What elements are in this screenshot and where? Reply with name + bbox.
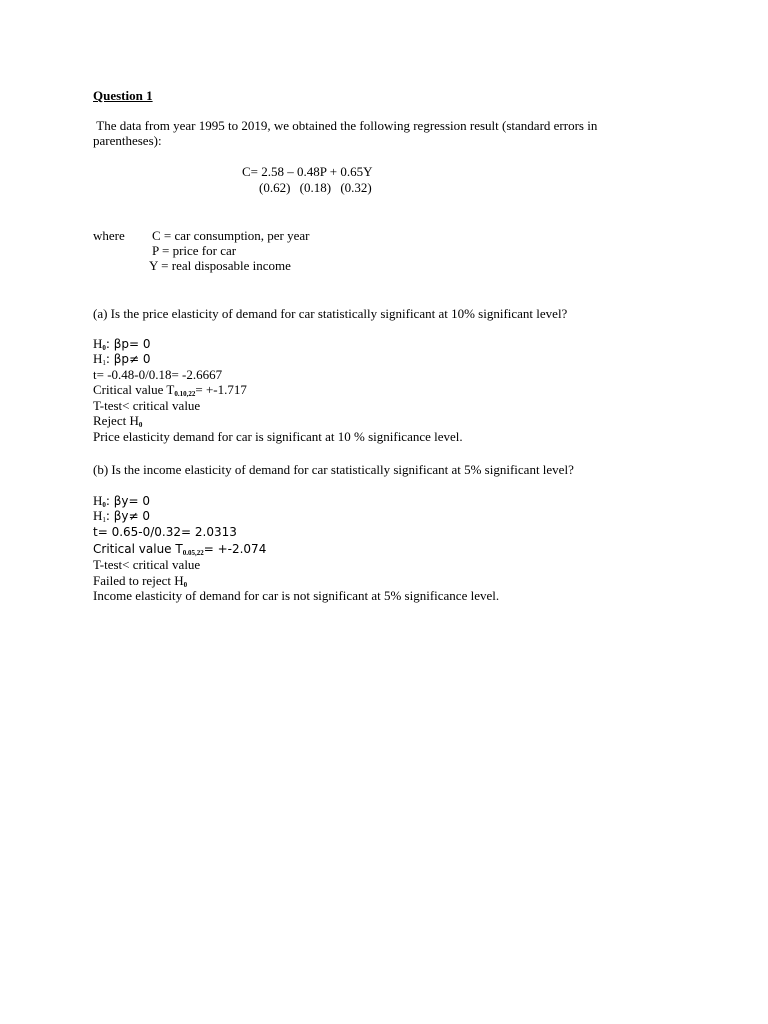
question-intro xyxy=(93,118,653,148)
h1-subscript: 1 xyxy=(102,359,106,367)
critical-suffix: = +-1.717 xyxy=(195,382,247,397)
standard-errors: (0.62) (0.18) (0.32) xyxy=(259,180,372,195)
part-b-null-hypothesis xyxy=(93,493,150,509)
regression-equation: C= 2.58 – 0.48P + 0.65Y xyxy=(242,164,373,179)
critical-subscript: 0.10,22 xyxy=(174,390,196,398)
part-b-alt-hypothesis xyxy=(93,508,150,524)
h0-subscript: 0 xyxy=(102,344,106,352)
critical-suffix: = +-2.074 xyxy=(203,542,267,556)
part-b-comparison: T-test< critical value xyxy=(93,557,201,572)
definition-c: C = car consumption, per year xyxy=(152,228,310,243)
part-b-critical-value xyxy=(93,541,266,557)
question-title: Question 1 xyxy=(93,88,153,103)
part-b-t-statistic: t= 0.65-0/0.32= 2.0313 xyxy=(93,525,237,539)
part-a-null-hypothesis xyxy=(93,336,151,352)
decision-subscript: 0 xyxy=(138,421,143,429)
part-b-decision xyxy=(93,573,187,588)
critical-prefix: Critical value T xyxy=(93,542,183,556)
h0-letter: H xyxy=(93,493,103,508)
h1-letter: H xyxy=(93,351,103,366)
decision-text: Failed to reject H xyxy=(93,573,184,588)
h0-statement: : βp= 0 xyxy=(105,337,151,351)
part-a-decision xyxy=(93,413,142,428)
intro-text: The data from year 1995 to 2019, we obtained the following regression result (standard errors in parentheses): xyxy=(93,118,598,148)
h0-letter: H xyxy=(93,336,103,351)
h1-statement: : βp≠ 0 xyxy=(105,352,151,366)
h1-subscript: 1 xyxy=(102,516,106,524)
h1-statement: : βy≠ 0 xyxy=(105,509,151,523)
definition-y: Y = real disposable income xyxy=(149,258,291,273)
h0-statement: : βy= 0 xyxy=(105,494,151,508)
h0-subscript: 0 xyxy=(102,501,106,509)
part-b-conclusion: Income elasticity of demand for car is not significant at 5% significance level. xyxy=(93,588,500,603)
critical-subscript: 0.05,22 xyxy=(182,549,204,557)
definition-p: P = price for car xyxy=(152,243,237,258)
part-a-conclusion: Price elasticity demand for car is significant at 10 % significance level. xyxy=(93,429,463,444)
part-a-critical-value xyxy=(93,382,247,397)
part-a-comparison: T-test< critical value xyxy=(93,398,201,413)
part-a-alt-hypothesis xyxy=(93,351,151,367)
h1-letter: H xyxy=(93,508,103,523)
decision-text: Reject H xyxy=(93,413,139,428)
part-a-question: (a) Is the price elasticity of demand for car statistically significant at 10% significant level? xyxy=(93,306,568,321)
critical-prefix: Critical value T xyxy=(93,382,175,397)
decision-subscript: 0 xyxy=(183,581,188,589)
where-label: where xyxy=(93,228,125,243)
part-b-question: (b) Is the income elasticity of demand for car statistically significant at 5% significant level? xyxy=(93,462,574,477)
part-a-t-statistic: t= -0.48-0/0.18= -2.6667 xyxy=(93,367,223,382)
